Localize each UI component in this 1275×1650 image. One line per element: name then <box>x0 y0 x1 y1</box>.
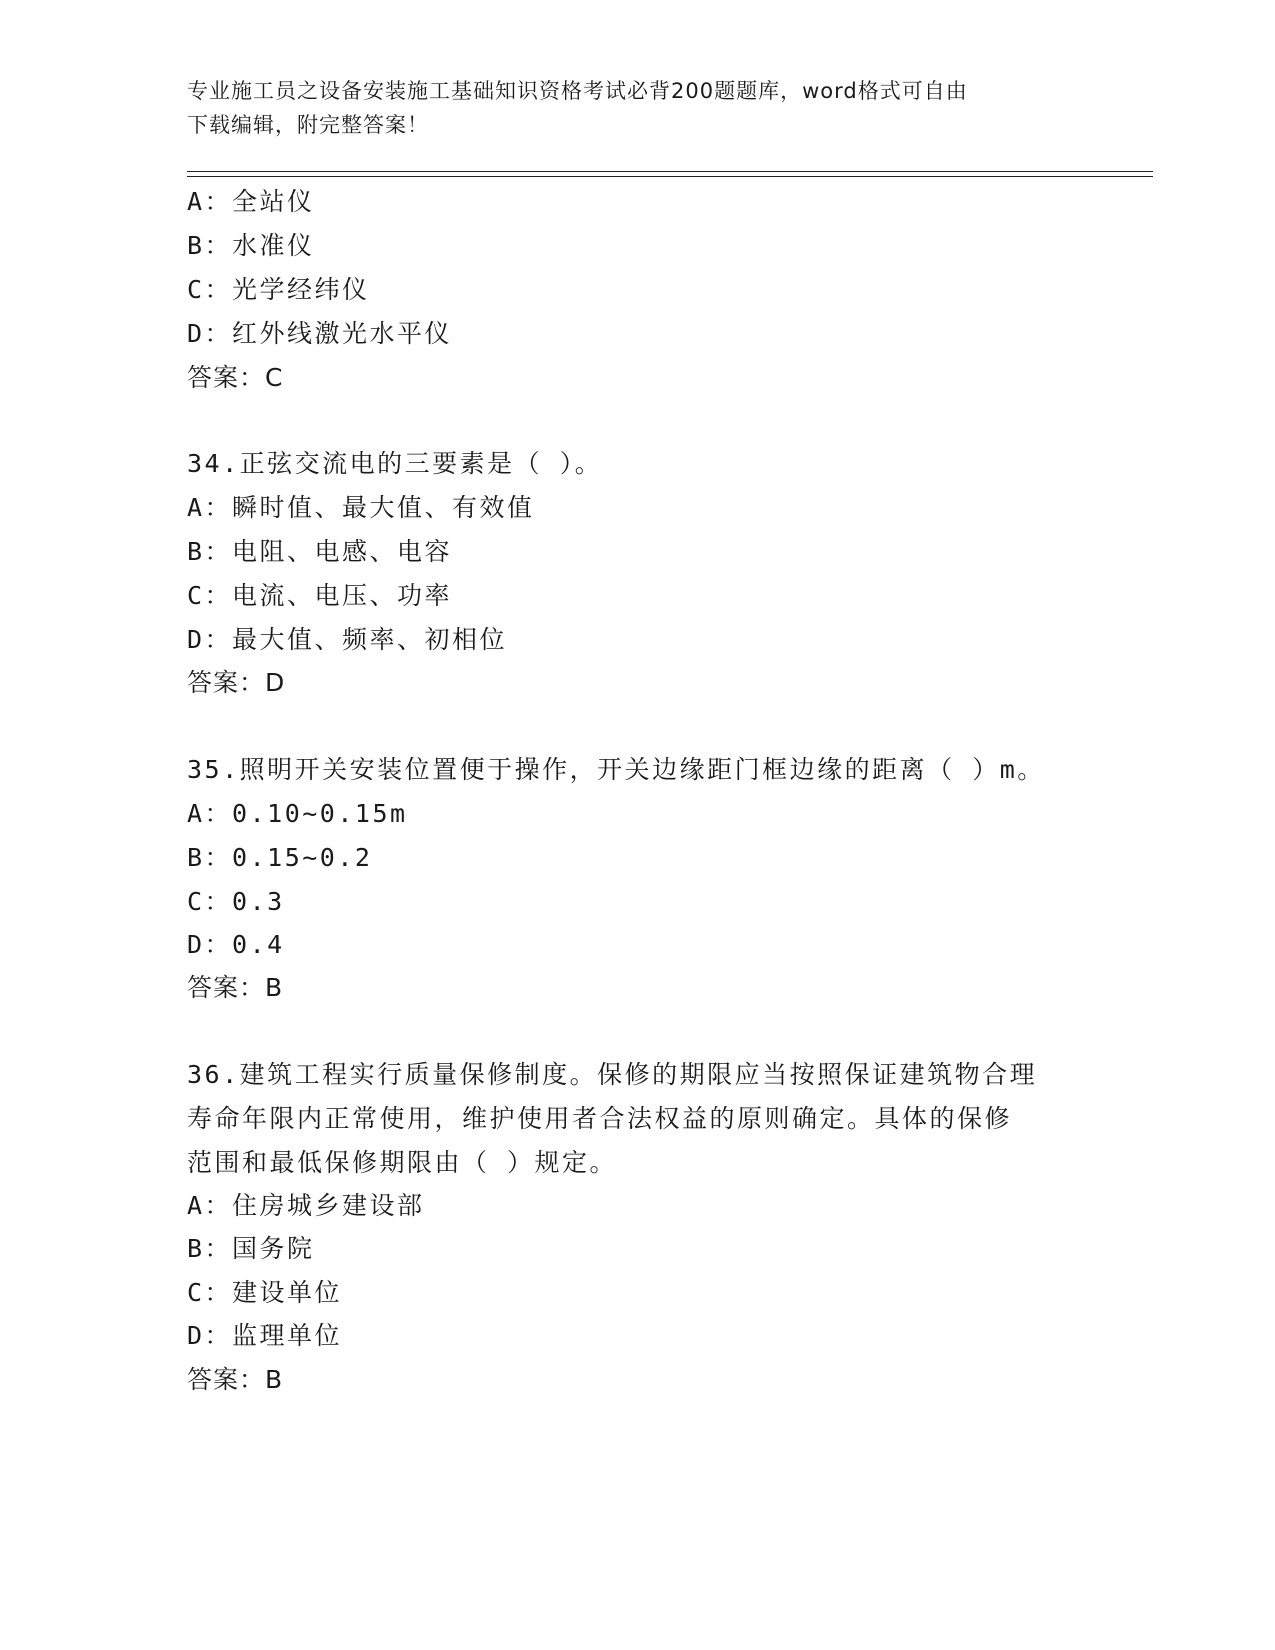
q33-option-d: D：红外线激光水平仪 <box>187 319 453 348</box>
q35-answer: 答案：B <box>187 973 284 1002</box>
q36-stem-line-3: 范围和最低保修期限由（ ）规定。 <box>187 1148 618 1177</box>
q33-answer: 答案：C <box>187 363 284 392</box>
header-rule-bottom <box>187 176 1153 177</box>
q34-answer: 答案：D <box>187 668 286 697</box>
q36-stem-line-2: 寿命年限内正常使用，维护使用者合法权益的原则确定。具体的保修 <box>187 1104 1013 1133</box>
q34-stem: 34.正弦交流电的三要素是（ ）。 <box>187 449 603 478</box>
q36-stem-line-1: 36.建筑工程实行质量保修制度。保修的期限应当按照保证建筑物合理 <box>187 1060 1038 1089</box>
q34-option-c: C：电流、电压、功率 <box>187 581 453 610</box>
q34-option-a: A：瞬时值、最大值、有效值 <box>187 493 535 522</box>
q34-option-d: D：最大值、频率、初相位 <box>187 625 508 654</box>
q36-option-c: C：建设单位 <box>187 1278 343 1307</box>
q36-option-d: D：监理单位 <box>187 1321 343 1350</box>
header-line-2: 下载编辑，附完整答案！ <box>187 113 429 137</box>
q35-option-c: C：0.3 <box>187 887 285 916</box>
header-line-1: 专业施工员之设备安装施工基础知识资格考试必背200题题库，word格式可自由 <box>187 79 968 103</box>
header-rule-top <box>187 171 1153 172</box>
q36-option-a: A：住房城乡建设部 <box>187 1191 425 1220</box>
q36-answer: 答案：B <box>187 1365 284 1394</box>
q35-option-b: B：0.15~0.2 <box>187 843 373 872</box>
q34-option-b: B：电阻、电感、电容 <box>187 537 453 566</box>
q35-option-a: A：0.10~0.15m <box>187 799 408 828</box>
q36-option-b: B：国务院 <box>187 1234 315 1263</box>
document-header <box>187 74 1087 142</box>
q33-option-a: A：全站仪 <box>187 187 315 216</box>
q35-stem: 35.照明开关安装位置便于操作，开关边缘距门框边缘的距离（ ）m。 <box>187 755 1045 784</box>
q33-option-b: B：水准仪 <box>187 231 315 260</box>
q33-option-c: C：光学经纬仪 <box>187 275 370 304</box>
q35-option-d: D：0.4 <box>187 930 285 959</box>
